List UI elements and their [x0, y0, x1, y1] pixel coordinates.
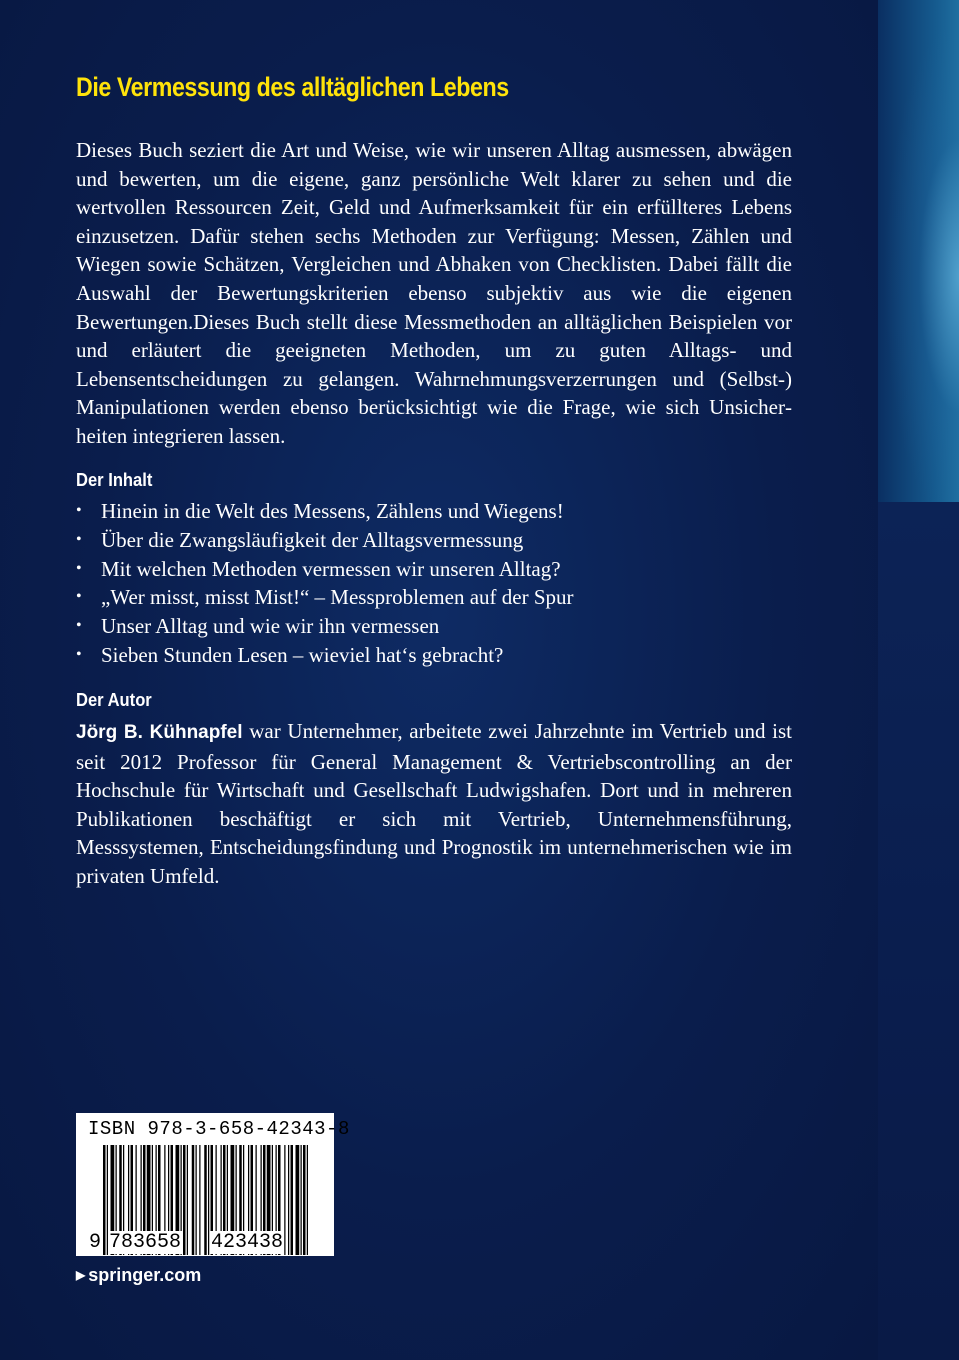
arrow-right-icon: ▶ — [76, 1268, 86, 1282]
author-bio-text: war Unternehmer, arbeitete zwei Jahrzehnte im Vertrieb und ist seit 2012 Professor für General Management & Vertriebscontrolling an der Hochschule für Wirtschaft und Gesellschaft Ludwigshafen. Dort und in mehreren Publikationen beschäftigt er sich mit Vertrieb, Unternehmensführung, Messsystemen, Entscheidungsfindung und Prognostik im unternehmerischen wie im privaten Umfeld. — [76, 719, 792, 888]
contents-list — [76, 497, 574, 670]
list-item: • Sieben Stunden Lesen – wieviel hat‘s gebracht? — [76, 641, 574, 670]
bullet-icon: • — [76, 617, 82, 635]
author-heading: Der Autor — [76, 690, 152, 710]
barcode-digits-left: 783658 — [109, 1231, 182, 1254]
list-item: • Über die Zwangsläufigkeit der Alltagsvermessung — [76, 526, 574, 555]
isbn-label: ISBN 978-3-658-42343-8 — [88, 1118, 350, 1140]
spine-glow-section — [878, 0, 959, 502]
book-spine — [878, 0, 959, 1360]
contents-heading: Der Inhalt — [76, 470, 153, 490]
list-item: • Unser Alltag und wie wir ihn vermessen — [76, 612, 574, 641]
barcode-digits — [76, 1231, 334, 1253]
list-item: • „Wer misst, misst Mist!“ – Messproblemen auf der Spur — [76, 583, 574, 612]
author-name: Jörg B. Kühnapfel — [76, 722, 243, 743]
bullet-icon: • — [76, 588, 82, 606]
book-description: Dieses Buch seziert die Art und Weise, wie wir unseren Alltag ausmessen, abwägen und bewerten, um die eigene, ganz persönliche Welt klarer zu sehen und die wertvollen Ressourcen Zeit, Geld und Aufmerksamkeit für ein erfüllteres Lebens einzusetzen. Dafür stehen sechs Methoden zur Verfügung: Messen, Zählen und Wiegen sowie Schätzen, Vergleichen und Abhaken von Checklisten. Dabei fällt die Auswahl der Bewertungskriterien ebenso subjektiv aus wie die eigenen Bewertungen.Dieses Buch stellt diese Messmethoden an alltäglichen Beispielen vor und erläutert die geeigneten Methoden, um zu guten Alltags- und Lebensentscheidungen zu gelangen. Wahrnehmungsverzerrungen und (Selbst-) Manipulationen werden ebenso berücksichtigt wie die Frage, wie sich Unsicherheiten integrieren lassen. — [76, 138, 792, 448]
bullet-icon: • — [76, 645, 82, 663]
barcode-digits-right: 423438 — [211, 1231, 284, 1254]
bullet-icon: • — [76, 559, 82, 577]
isbn-barcode — [76, 1113, 350, 1256]
bullet-icon: • — [76, 530, 82, 548]
list-item: • Hinein in die Welt des Messens, Zählens und Wiegens! — [76, 497, 574, 526]
book-title: Die Vermessung des alltäglichen Lebens — [76, 72, 509, 102]
publisher-link[interactable] — [76, 1265, 201, 1286]
publisher-url: springer.com — [88, 1265, 202, 1285]
barcode-digit-first: 9 — [89, 1231, 102, 1254]
author-bio — [76, 717, 792, 891]
list-item: • Mit welchen Methoden vermessen wir unseren Alltag? — [76, 555, 574, 584]
bullet-icon: • — [76, 502, 82, 519]
spine-dark-section — [878, 502, 959, 1360]
